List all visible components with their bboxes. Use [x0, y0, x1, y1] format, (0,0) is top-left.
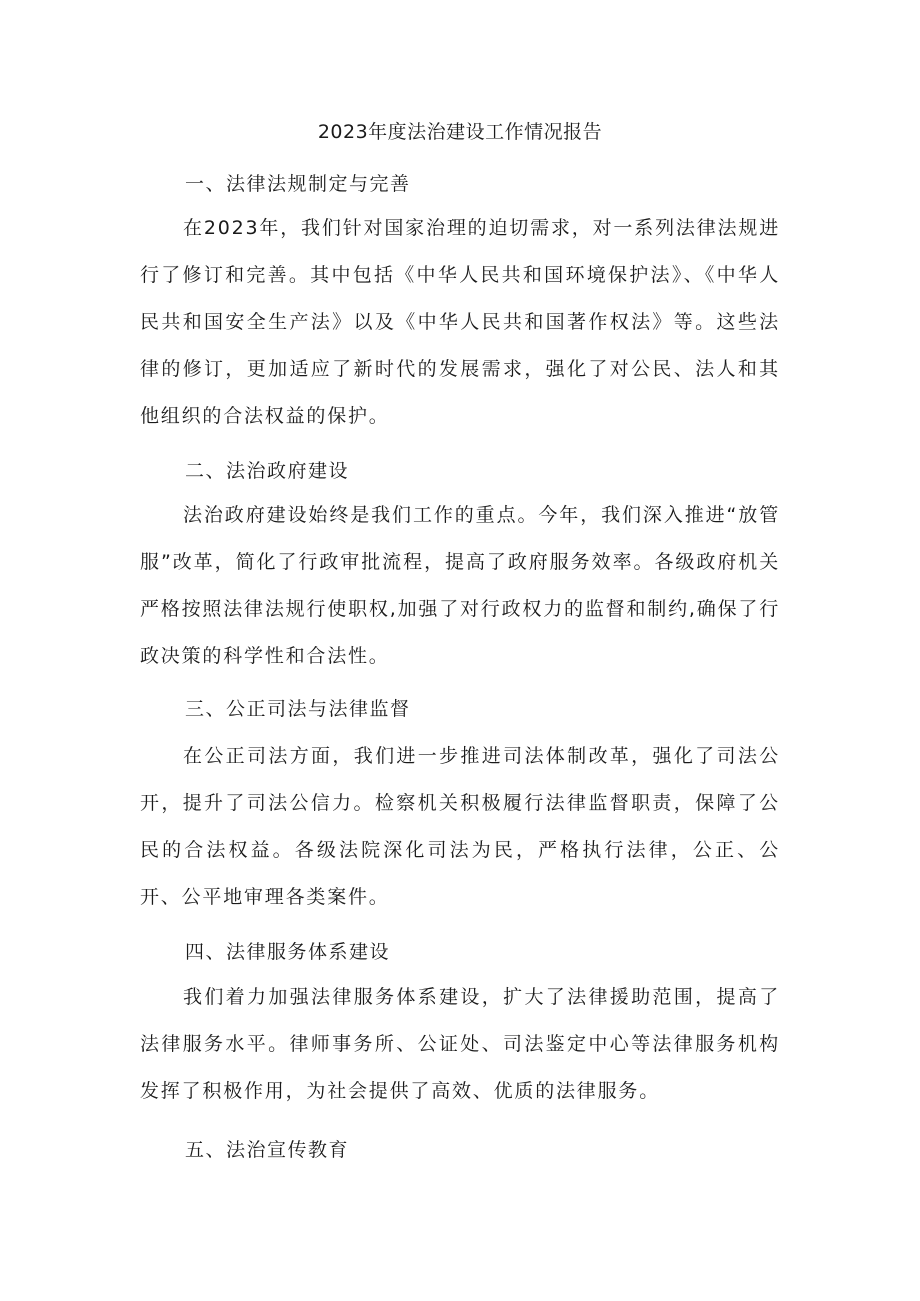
section-heading-4: 四、法律服务体系建设	[185, 941, 391, 963]
section-heading-2: 二、法治政府建设	[185, 460, 350, 482]
section-heading-1: 一、法律法规制定与完善	[185, 173, 411, 195]
document-title: 2023年度法治建设工作情况报告	[317, 121, 603, 143]
section-heading-3: 三、公正司法与法律监督	[185, 698, 411, 720]
section-body-3: 在公正司法方面，我们进一步推进司法体制改革，强化了司法公开，提升了司法公信力。检察机关积极履行法律监督职责，保障了公民的合法权益。各级法院深化司法为民，严格执行法律，公正、公开、公平地审理各类案件。	[140, 745, 780, 908]
section-body-1: 在2023年，我们针对国家治理的迫切需求，对一系列法律法规进行了修订和完善。其中包括《中华人民共和国环境保护法》、《中华人民共和国安全生产法》以及《中华人民共和国著作权法》等。这些法律的修订，更加适应了新时代的发展需求，强化了对公民、法人和其他组织的合法权益的保护。	[140, 217, 780, 427]
section-heading-5: 五、法治宣传教育	[185, 1139, 350, 1161]
section-body-2: 法治政府建设始终是我们工作的重点。今年，我们深入推进“放管服”改革，简化了行政审批流程，提高了政府服务效率。各级政府机关严格按照法律法规行使职权,加强了对行政权力的监督和制约,确保了行政决策的科学性和合法性。	[140, 504, 780, 667]
section-body-4: 我们着力加强法律服务体系建设，扩大了法律援助范围，提高了法律服务水平。律师事务所、公证处、司法鉴定中心等法律服务机构发挥了积极作用，为社会提供了高效、优质的法律服务。	[140, 986, 780, 1102]
